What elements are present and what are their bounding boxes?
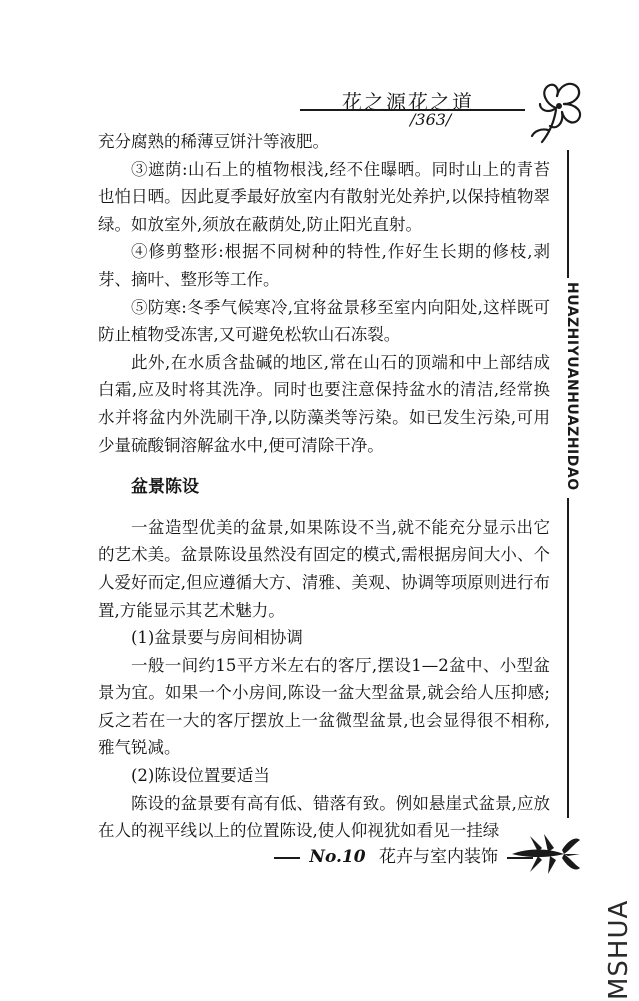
- subheading: (2)陈设位置要适当: [131, 766, 270, 786]
- paragraph: ③遮荫:山石上的植物根浅,经不住曝晒。同时山上的青苔也怕日晒。因此夏季最好放室内有散射光处养护,以保持植物翠绿。如放室外,须放在蔽荫处,防止阳光直射。: [98, 159, 550, 234]
- subheading: (1)盆景要与房间相协调: [131, 628, 303, 648]
- paragraph: ⑤防寒:冬季气候寒冷,宜将盆景移至室内向阳处,这样既可防止植物受冻害,又可避免松软山石冻裂。: [98, 297, 550, 345]
- paragraph: 此外,在水质含盐碱的地区,常在山石的顶端和中上部结成白霜,应及时将其洗净。同时也要注意保持盆水的清洁,经常换水并将盆内外洗刷干净,以防藻类等污染。如已发生污染,可用少量硫酸铜溶解盆水中,便可清除干净。: [98, 352, 550, 455]
- side-rule: [567, 150, 569, 278]
- section-heading: 盆景陈设: [131, 477, 199, 498]
- body-text: [98, 128, 550, 845]
- paragraph: 充分腐熟的稀薄豆饼汁等液肥。: [98, 132, 329, 151]
- paragraph: ④修剪整形:根据不同树种的特性,作好生长期的修枝,剥芽、摘叶、整形等工作。: [98, 242, 550, 289]
- paragraph: 陈设的盆景要有高有低、错落有致。例如悬崖式盆景,应放在人的视平线以上的位置陈设,使人仰视犹如看见一挂绿: [98, 793, 550, 841]
- paragraph: 一般一间约15平方米左右的客厅,摆设1—2盆中、小型盆景为宜。如果一个小房间,陈设一盆大型盆景,就会给人压抑感;反之若在一大的客厅摆放上一盆微型盆景,也会显得很不相称,雅气锐减。: [98, 655, 550, 758]
- side-title: HUAZHIYUANHUAZHIDAO: [564, 282, 580, 491]
- footer-label: 花卉与室内装饰: [378, 847, 498, 867]
- side-rule: [567, 498, 569, 818]
- running-footer: [270, 842, 537, 867]
- watermark: MSHUA: [604, 899, 634, 1000]
- paragraph: 一盆造型优美的盆景,如果陈设不当,就不能充分显示出它的艺术美。盆景陈设虽然没有固定的模式,需根据房间大小、个人爱好而定,但应遵循大方、清雅、美观、协调等项原则进行布置,方能显示其艺术魅力。: [98, 517, 550, 620]
- leaf-spray-icon: [508, 828, 582, 880]
- footer-dash: [274, 857, 300, 859]
- page-number: /363/: [410, 110, 452, 129]
- footer-number: No.10: [309, 847, 366, 867]
- running-header-title: 花之源花之道: [342, 90, 474, 114]
